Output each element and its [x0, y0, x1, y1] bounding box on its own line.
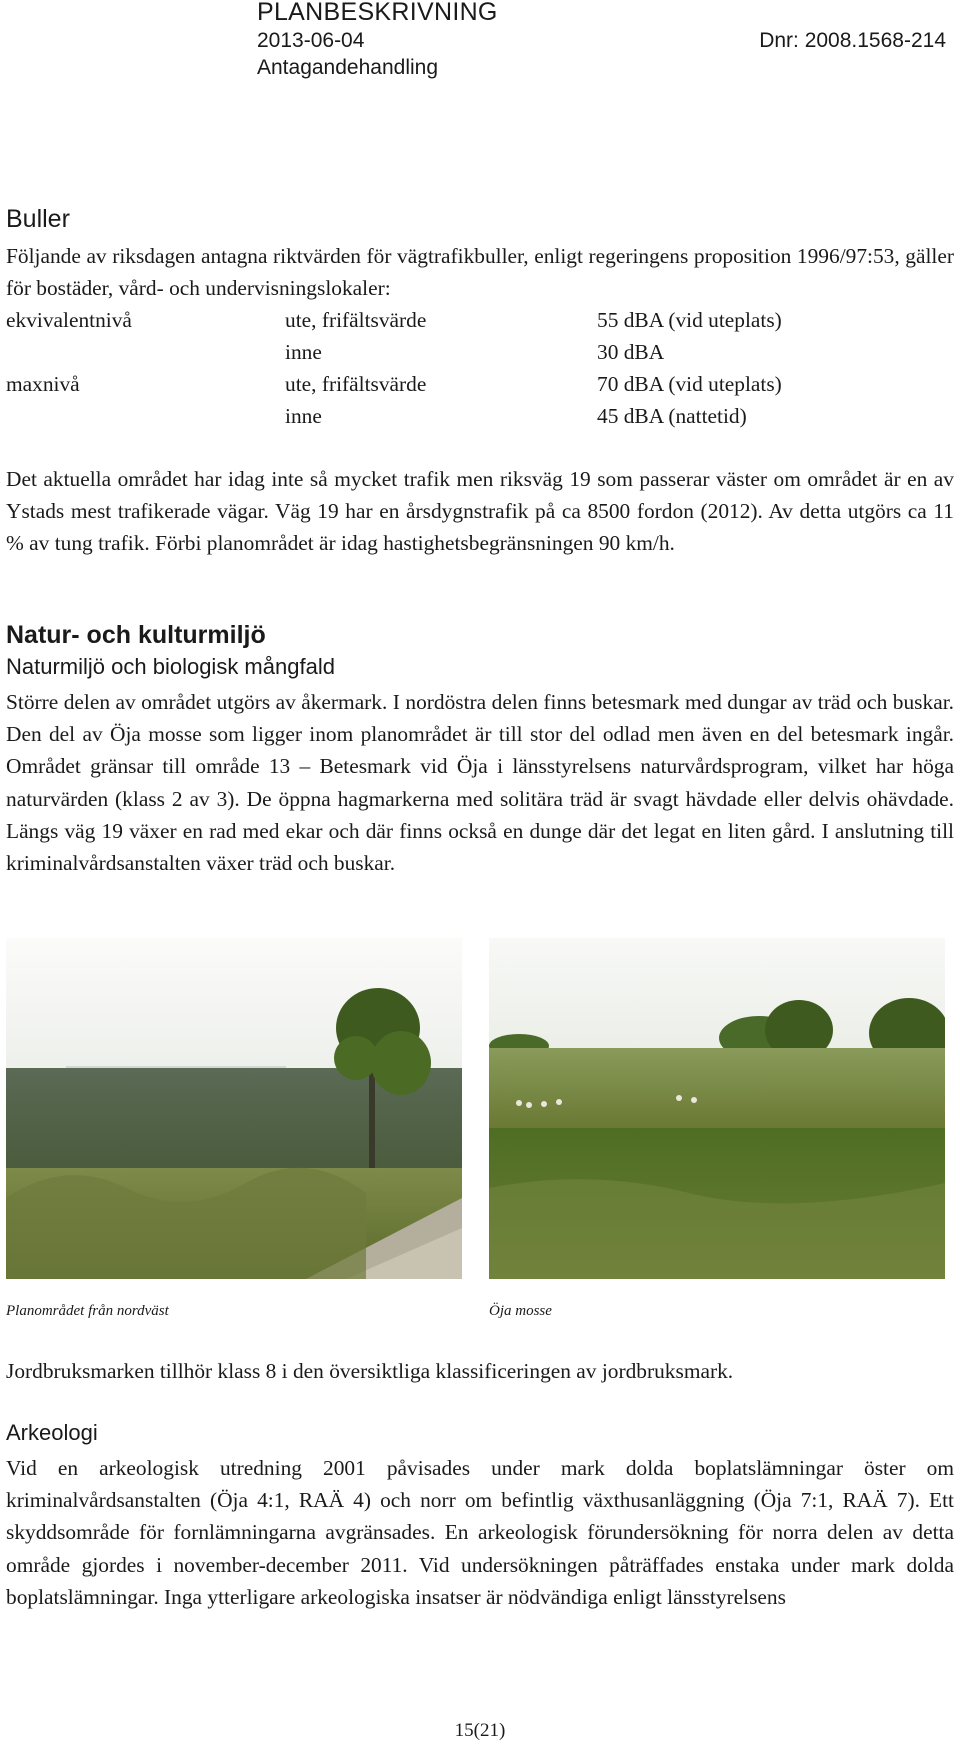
buller-intro-paragraph: [6, 240, 954, 304]
photo-oja-mosse: [489, 938, 945, 1279]
noise-row-value: 70 dBA (vid uteplats): [597, 372, 782, 396]
noise-row-place: ute, frifältsvärde: [285, 372, 427, 396]
natur-text: Större delen av området utgörs av åkermark. I nordöstra delen finns betesmark med dungar av träd och buskar. Den del av Öja mosse som ligger inom planområdet är till stor del odlad men även en del betesmark ingår. Området gränsar till område 13 – Betesmark vid Öja i länsstyrelsens naturvårdsprogram, vilket har höga naturvärden (klass 2 av 3). De öppna hagmarkerna med solitära träd är svagt hävdade eller delvis ohävdade. Längs väg 19 växer en rad med ekar och där finns också en dunge där det legat en liten gård. I anslutning till kriminalvårdsanstalten växer träd och buskar.: [6, 690, 954, 876]
noise-row-place: inne: [285, 340, 322, 364]
arkeologi-paragraph: [6, 1452, 954, 1613]
noise-row-value: 30 dBA: [597, 340, 665, 364]
document-status: Antagandehandling: [257, 56, 439, 79]
subheading-naturmiljo: Naturmiljö och biologisk mångfald: [6, 654, 335, 679]
jordbruk-paragraph: [6, 1355, 954, 1387]
noise-row-level: ekvivalentnivå: [6, 308, 132, 332]
photo-caption-left: Planområdet från nordväst: [6, 1303, 169, 1319]
noise-row-value: 45 dBA (nattetid): [597, 404, 747, 428]
photo-caption-right: Öja mosse: [489, 1303, 552, 1319]
section-heading-arkeologi: Arkeologi: [6, 1420, 98, 1445]
natur-paragraph: [6, 686, 954, 879]
document-reference-number: Dnr: 2008.1568-214: [759, 29, 946, 52]
document-title: PLANBESKRIVNING: [257, 0, 498, 26]
landscape-photo-right: [489, 938, 945, 1279]
landscape-photo-left: [6, 938, 462, 1279]
traffic-text: Det aktuella området har idag inte så mycket trafik men riksväg 19 som passerar väster om området är en av Ystads mest trafikerade vägar. Väg 19 har en årsdygnstrafik på ca 8500 fordon (2012). Av detta utgörs ca 11 % av tung trafik. Förbi planområdet är idag hastighetsbegränsningen 90 km/h.: [6, 467, 954, 556]
noise-row-place: inne: [285, 404, 322, 428]
buller-intro-text: Följande av riksdagen antagna riktvärden för vägtrafikbuller, enligt regeringens proposition 1996/97:53, gäller för bostäder, vård- och undervisningslokaler:: [6, 244, 954, 301]
jordbruk-text: Jordbruksmarken tillhör klass 8 i den översiktliga klassificeringen av jordbruksmark.: [6, 1359, 734, 1383]
traffic-paragraph: [6, 463, 954, 560]
section-heading-buller: Buller: [6, 205, 70, 233]
section-heading-natur: Natur- och kulturmiljö: [6, 621, 266, 649]
arkeologi-text: Vid en arkeologisk utredning 2001 påvisades under mark dolda boplatslämningar öster om kriminalvårdsanstalten (Öja 4:1, RAÄ 4) och norr om befintlig växthusanläggning (Öja 7:1, RAÄ 7). Ett skyddsområde för fornlämningarna avgränsades. En arkeologisk förundersökning för norra delen av detta område gjordes i november-december 2011. Vid undersökningen påträffades enstaka under mark dolda boplatslämningar. Inga ytterligare arkeologiska insatser är nödvändiga enligt länsstyrelsens: [6, 1456, 954, 1609]
page-number: 15(21): [454, 1720, 506, 1741]
noise-row-place: ute, frifältsvärde: [285, 308, 427, 332]
noise-row-level: maxnivå: [6, 372, 80, 396]
photo-planomradet: [6, 938, 462, 1279]
document-date: 2013-06-04: [257, 29, 365, 52]
noise-row-value: 55 dBA (vid uteplats): [597, 308, 782, 332]
